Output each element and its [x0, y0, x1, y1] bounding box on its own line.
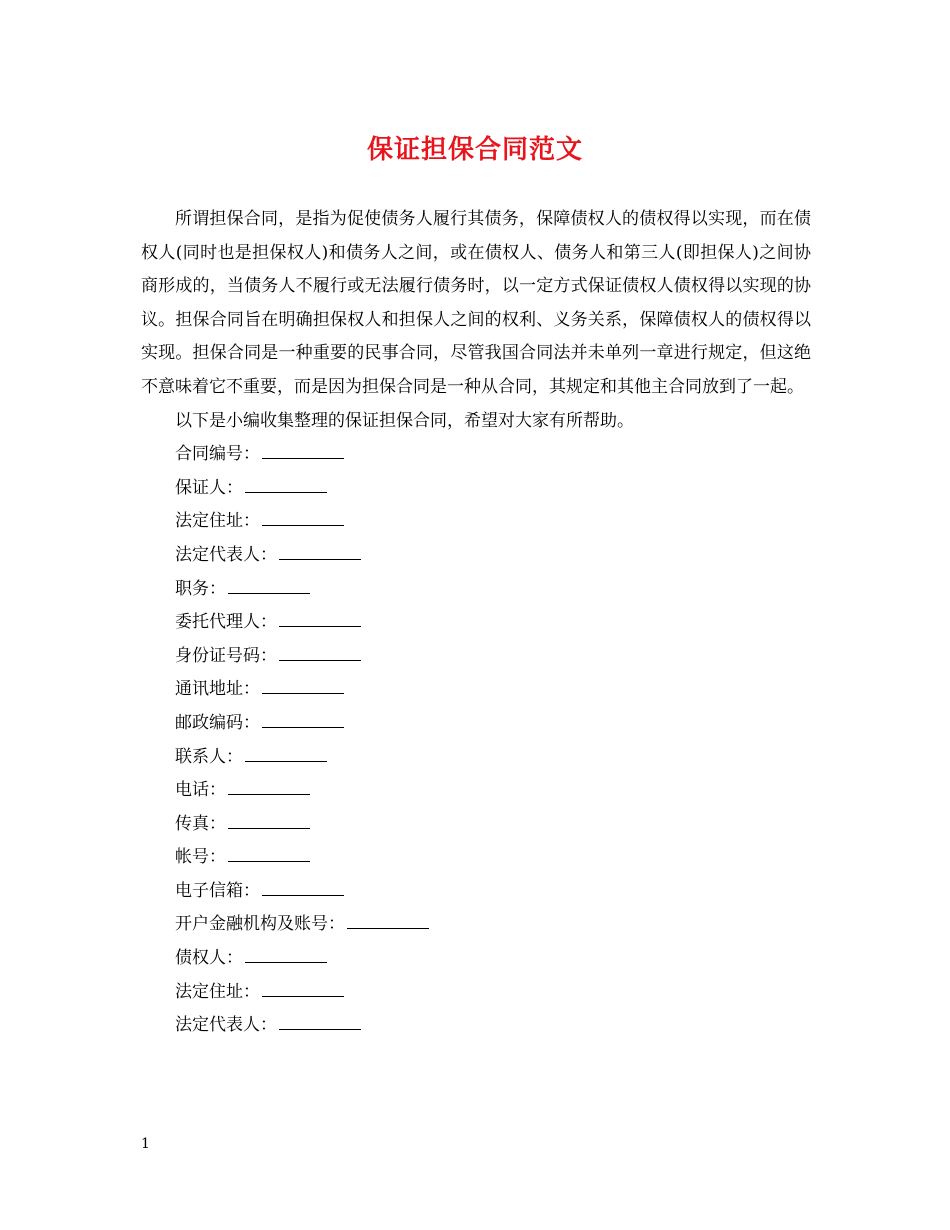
field-fax — [141, 808, 811, 842]
field-label: 法定住址： — [175, 981, 260, 1002]
field-id-number — [141, 640, 811, 674]
field-creditor — [141, 942, 811, 976]
field-label: 职务： — [175, 578, 226, 599]
fill-in-blank — [228, 780, 310, 795]
field-authorized-agent — [141, 606, 811, 640]
field-label: 电话： — [175, 780, 226, 801]
field-creditor-legal-representative — [141, 1009, 811, 1043]
field-account-number — [141, 841, 811, 875]
document-body — [141, 203, 811, 1043]
fill-in-blank — [245, 948, 327, 963]
field-phone — [141, 774, 811, 808]
field-label: 身份证号码： — [175, 645, 277, 666]
fill-in-blank — [245, 747, 327, 762]
document-title: 保证担保合同范文 — [366, 135, 583, 165]
field-guarantor — [141, 472, 811, 506]
field-label: 委托代理人： — [175, 612, 277, 633]
field-bank-and-account — [141, 908, 811, 942]
field-label: 法定住址： — [175, 511, 260, 532]
page-number: 1 — [141, 1136, 150, 1152]
field-position — [141, 573, 811, 607]
fill-in-blank — [279, 612, 361, 627]
field-creditor-legal-address — [141, 976, 811, 1010]
field-contract-number — [141, 438, 811, 472]
field-label: 通讯地址： — [175, 679, 260, 700]
field-label: 传真： — [175, 813, 226, 834]
field-contact-person — [141, 741, 811, 775]
fill-in-blank — [262, 982, 344, 997]
field-legal-address — [141, 505, 811, 539]
field-label: 帐号： — [175, 847, 226, 868]
fill-in-blank — [262, 511, 344, 526]
field-label: 债权人： — [175, 948, 243, 969]
field-label: 法定代表人： — [175, 544, 277, 565]
field-label: 合同编号： — [175, 444, 260, 465]
fill-in-blank — [245, 478, 327, 493]
field-postal-code — [141, 707, 811, 741]
field-label: 保证人： — [175, 477, 243, 498]
lead-paragraph: 以下是小编收集整理的保证担保合同，希望对大家有所帮助。 — [175, 410, 634, 431]
field-mailing-address — [141, 673, 811, 707]
intro-paragraph: 所谓担保合同，是指为促使债务人履行其债务，保障债权人的债权得以实现，而在债权人(同时也是担保权人)和债务人之间，或在债权人、债务人和第三人(即担保人)之间协商形成的，当债务人不履行或无法履行债务时，以一定方式保证债权人债权得以实现的协议。担保合同旨在明确担保权人和担保人之间的权利、义务关系，保障债权人的债权得以实现。担保合同是一种重要的民事合同，尽管我国合同法并未单列一章进行规定，但这绝不意味着它不重要，而是因为担保合同是一种从合同，其规定和其他主合同放到了一起。 — [141, 209, 811, 397]
contract-fields — [141, 438, 811, 1043]
fill-in-blank — [262, 713, 344, 728]
fill-in-blank — [347, 914, 429, 929]
field-email — [141, 875, 811, 909]
field-label: 联系人： — [175, 746, 243, 767]
field-label: 电子信箱： — [175, 880, 260, 901]
fill-in-blank — [279, 545, 361, 560]
fill-in-blank — [262, 679, 344, 694]
fill-in-blank — [228, 847, 310, 862]
field-label: 邮政编码： — [175, 712, 260, 733]
fill-in-blank — [228, 579, 310, 594]
fill-in-blank — [279, 1015, 361, 1030]
fill-in-blank — [228, 814, 310, 829]
field-label: 法定代表人： — [175, 1015, 277, 1036]
field-label: 开户金融机构及账号： — [175, 914, 345, 935]
fill-in-blank — [279, 646, 361, 661]
fill-in-blank — [262, 444, 344, 459]
field-legal-representative — [141, 539, 811, 573]
fill-in-blank — [262, 881, 344, 896]
